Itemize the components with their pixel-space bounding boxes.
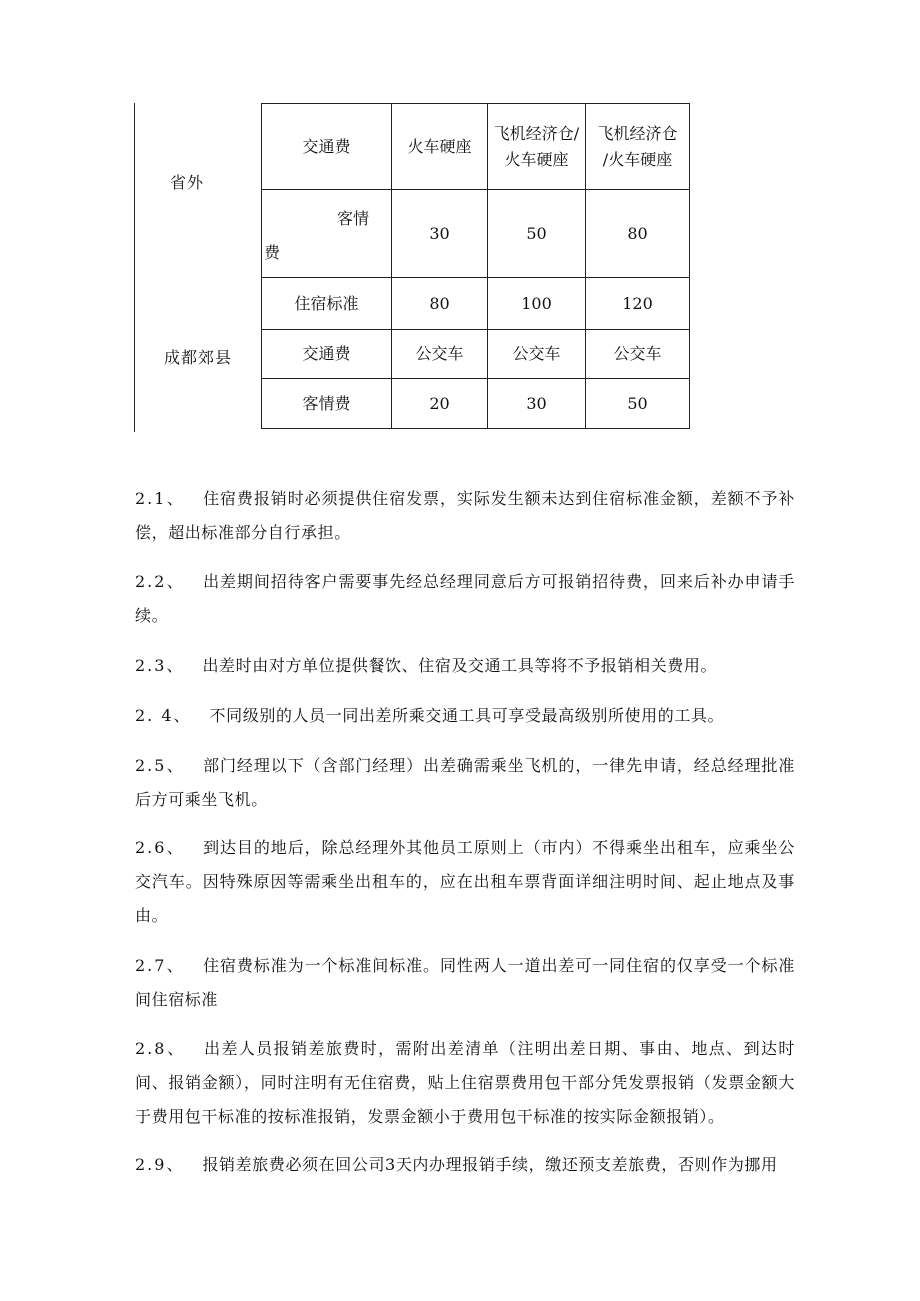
row-label-outside-province: 省外 — [170, 173, 205, 192]
paragraph-text: 出差人员报销差旅费时，需附出差清单（注明出差日期、事由、地点、到达时间、报销金额），同时注明有无住宿费，贴上住宿票费用包干部分凭发票报销（发票金额大于费用包干标准的按标准报销，发票金额小于费用包干标准的按实际金额报销）。 — [135, 1039, 795, 1126]
paragraph-2-5 — [135, 749, 795, 817]
table-row — [262, 190, 690, 278]
table-cell: 公交车 — [586, 330, 690, 379]
paragraph-number: 2.5、 — [135, 756, 186, 775]
left-border-line — [134, 103, 135, 432]
table-cell — [586, 104, 690, 190]
table-cell: 交通费 — [262, 104, 392, 190]
paragraph-2-2 — [135, 565, 795, 633]
paragraph-number: 2.9、 — [135, 1155, 185, 1174]
table-row — [262, 379, 690, 429]
table-cell: 公交车 — [488, 330, 586, 379]
paragraph-number: 2.7、 — [135, 956, 186, 975]
table-cell: 80 — [392, 278, 488, 330]
paragraph-text: 住宿费报销时必须提供住宿发票，实际发生额未达到住宿标准金额，差额不予补偿，超出标准部分自行承担。 — [135, 489, 795, 542]
cell-line: 飞机经济仓 — [597, 123, 678, 143]
table-cell: 客情费 — [262, 379, 392, 429]
table-cell: 120 — [586, 278, 690, 330]
table-cell: 住宿标准 — [262, 278, 392, 330]
paragraph-number: 2.6、 — [135, 838, 186, 857]
paragraph-text: 出差期间招待客户需要事先经总经理同意后方可报销招待费，回来后补办申请手续。 — [135, 572, 795, 625]
table-cell: 50 — [586, 379, 690, 429]
paragraph-2-4 — [135, 699, 795, 733]
paragraph-text: 部门经理以下（含部门经理）出差确需乘坐飞机的，一律先申请，经总经理批准后方可乘坐飞机。 — [135, 756, 795, 809]
table-cell: 火车硬座 — [392, 104, 488, 190]
cell-text-part: 客情 — [336, 209, 369, 228]
paragraph-2-7 — [135, 949, 795, 1017]
paragraph-text: 到达目的地后，除总经理外其他员工原则上（市内）不得乘坐出租车，应乘坐公交汽车。因特殊原因等需乘坐出租车的，应在出租车票背面详细注明时间、起止地点及事由。 — [135, 838, 795, 925]
cell-line: /火车硬座 — [602, 149, 673, 169]
table-cell: 公交车 — [392, 330, 488, 379]
table-row — [262, 104, 690, 190]
paragraph-number: 2.3、 — [135, 656, 185, 675]
table-cell: 50 — [488, 190, 586, 278]
paragraph-2-6 — [135, 831, 795, 933]
paragraph-text: 住宿费标准为一个标准间标准。同性两人一道出差可一同住宿的仅享受一个标准间住宿标准 — [135, 956, 795, 1009]
cell-text-part: 费 — [264, 243, 281, 262]
table-row — [262, 278, 690, 330]
travel-expense-table — [261, 103, 690, 429]
row-label-chengdu-suburb: 成都郊县 — [164, 348, 233, 367]
cell-line: 火车硬座 — [504, 149, 569, 169]
cell-line: 飞机经济仓/ — [493, 123, 580, 143]
table-cell: 交通费 — [262, 330, 392, 379]
table-cell: 20 — [392, 379, 488, 429]
paragraph-2-1 — [135, 482, 795, 550]
paragraph-2-3 — [135, 649, 795, 683]
table-row — [262, 330, 690, 379]
table-cell: 30 — [392, 190, 488, 278]
table-cell: 100 — [488, 278, 586, 330]
paragraph-text: 出差时由对方单位提供餐饮、住宿及交通工具等将不予报销相关费用。 — [202, 656, 718, 675]
paragraph-2-9 — [135, 1148, 795, 1182]
paragraph-number: 2.2、 — [135, 572, 186, 591]
paragraph-number: 2. 4、 — [135, 706, 192, 725]
paragraph-number: 2.8、 — [135, 1039, 187, 1058]
table-cell: 30 — [488, 379, 586, 429]
paragraph-number: 2.1、 — [135, 489, 186, 508]
table-cell — [488, 104, 586, 190]
paragraph-2-8 — [135, 1032, 795, 1134]
table-cell — [262, 190, 392, 278]
paragraph-text: 报销差旅费必须在回公司3天内办理报销手续，缴还预支差旅费，否则作为挪用 — [202, 1155, 778, 1174]
table-cell: 80 — [586, 190, 690, 278]
paragraph-text: 不同级别的人员一同出差所乘交通工具可享受最高级别所使用的工具。 — [209, 706, 725, 725]
